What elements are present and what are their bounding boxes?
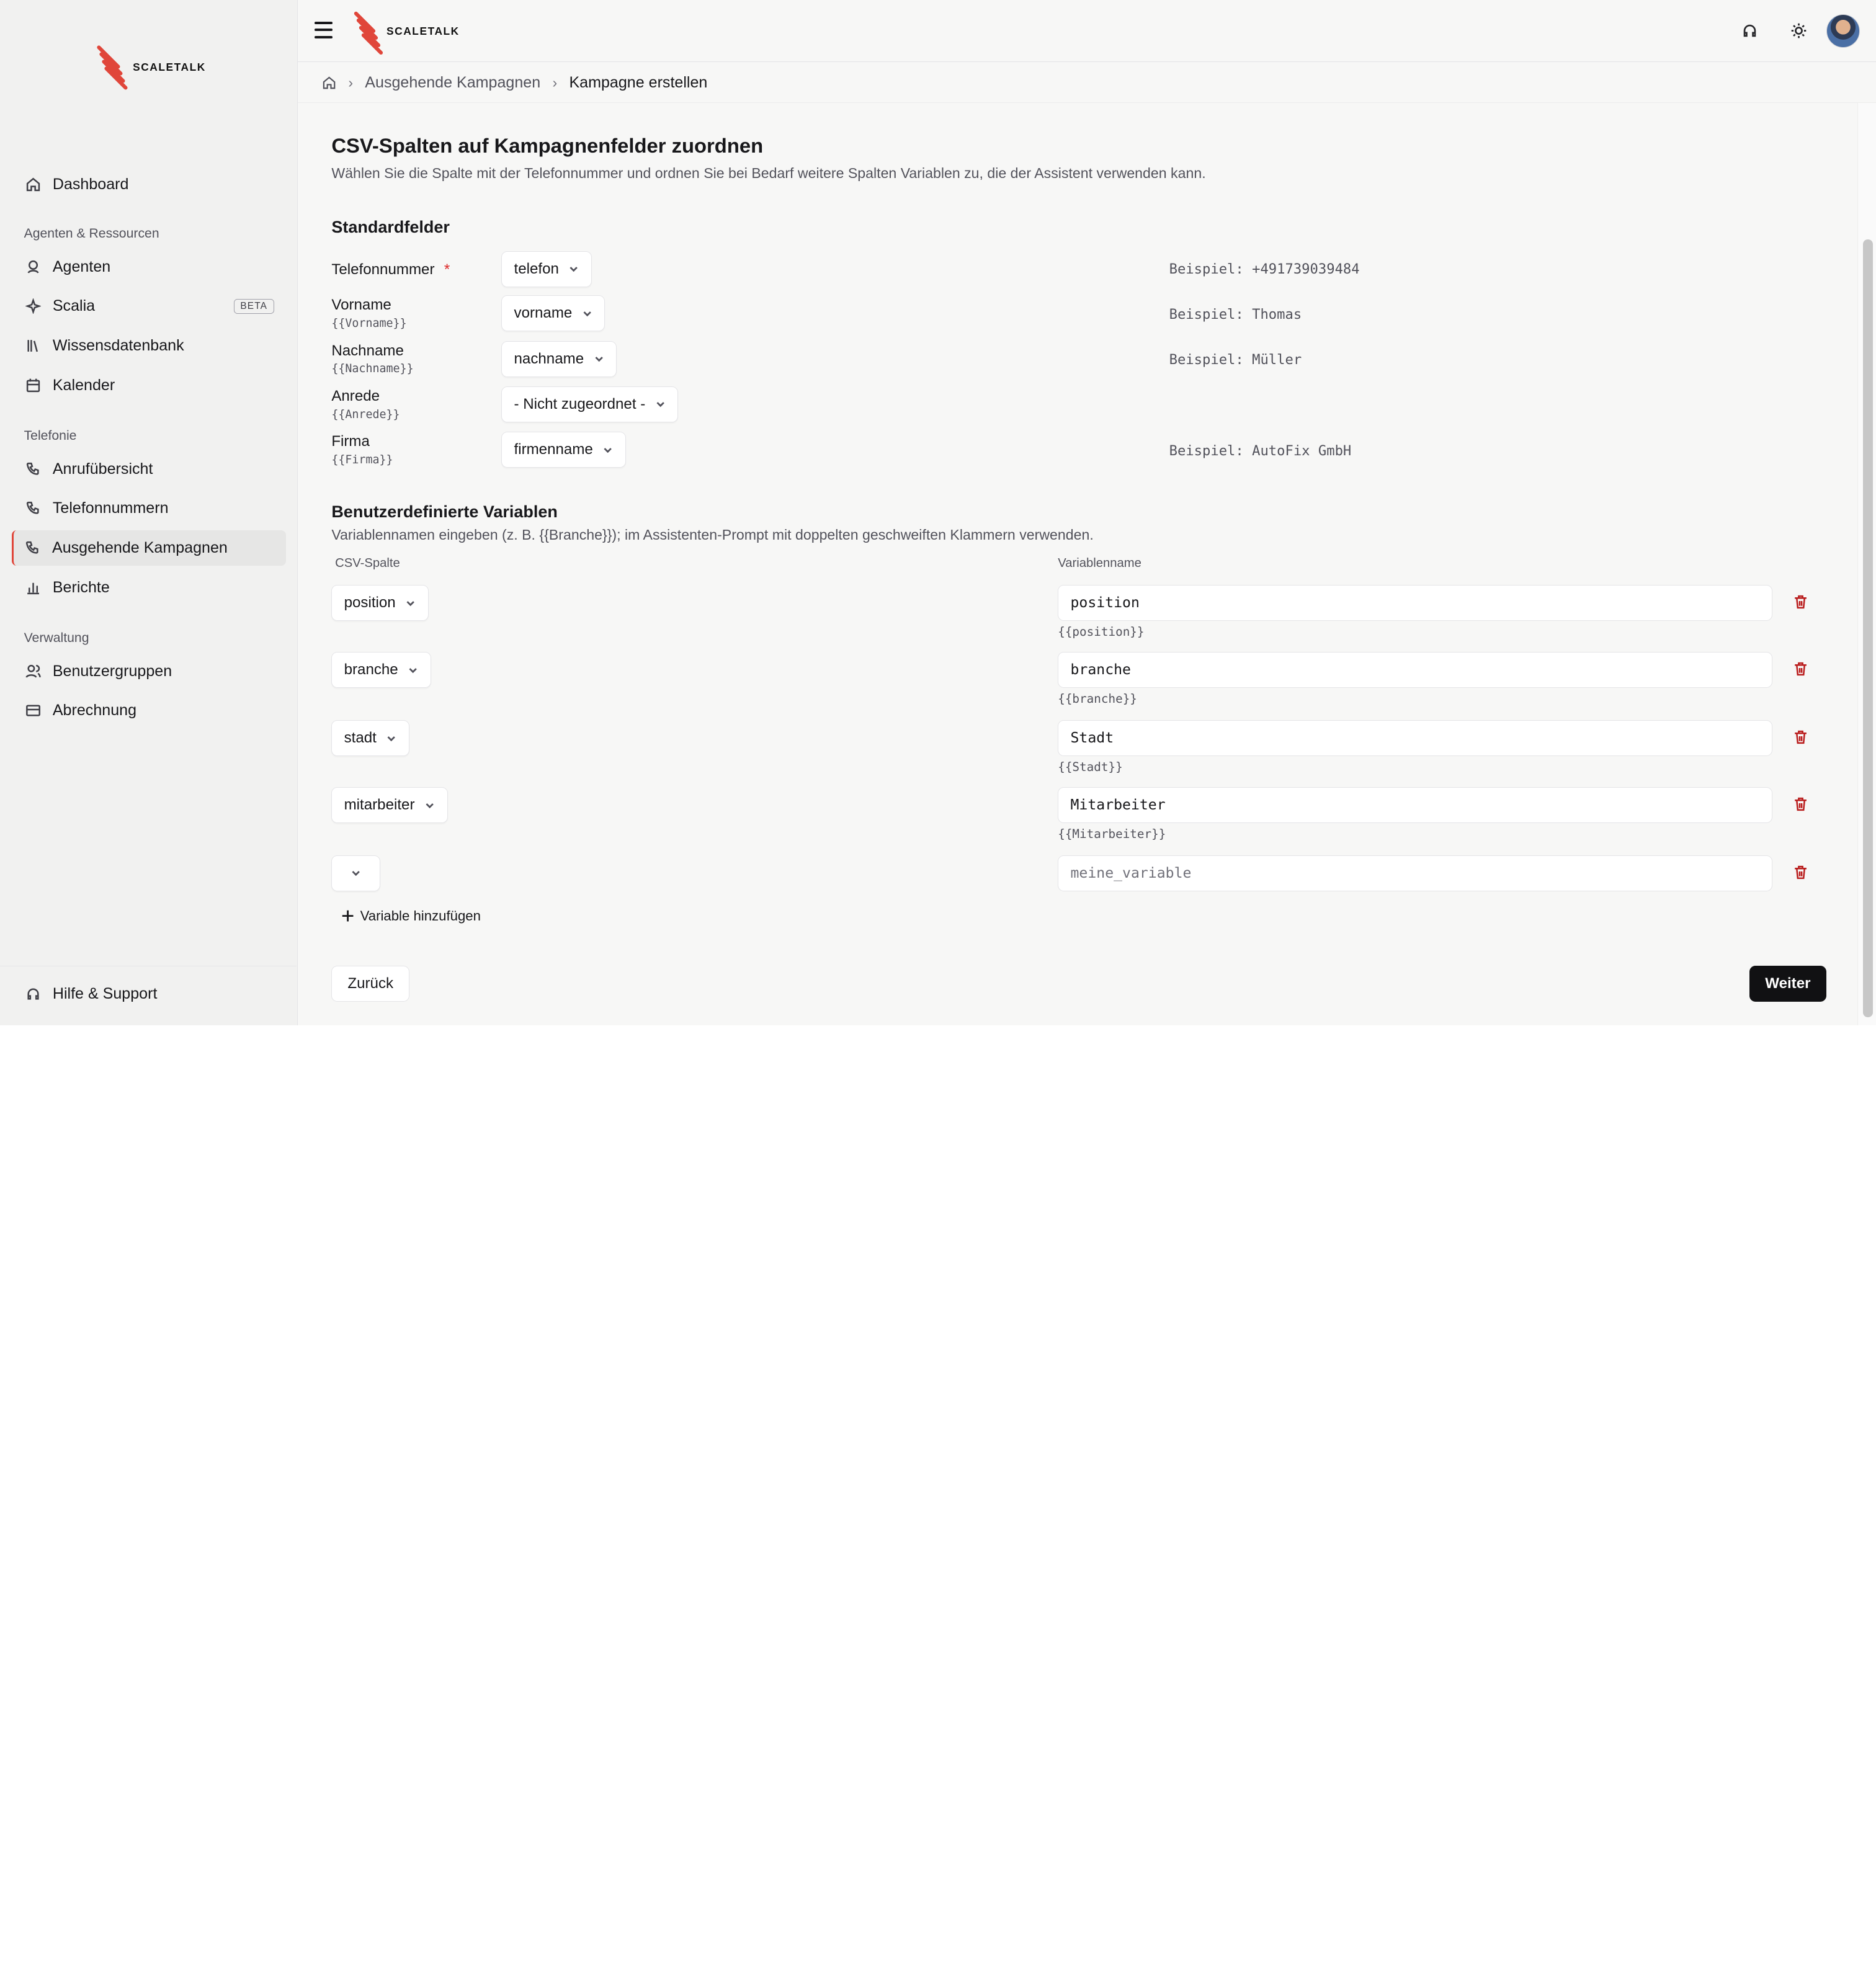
variable-hint: {{Mitarbeiter}}: [1058, 826, 1166, 841]
bar-chart-icon: [25, 580, 41, 595]
logo-mark: [98, 50, 127, 84]
add-variable-label: Variable hinzufügen: [360, 908, 481, 924]
field-label-company: [331, 433, 370, 450]
phone-incoming-icon: [25, 461, 41, 477]
sidebar-item-billing[interactable]: [12, 693, 286, 729]
breadcrumb: [298, 63, 1876, 103]
chevron-down-icon: [424, 800, 435, 811]
headset-icon[interactable]: [1741, 22, 1761, 41]
select-value: stadt: [344, 729, 377, 747]
sidebar-item-numbers[interactable]: [12, 491, 286, 527]
chevron-down-icon: [655, 399, 666, 409]
section-label-admin: Verwaltung: [24, 630, 89, 645]
logo-mark: [355, 16, 382, 47]
variable-hint: {{branche}}: [1058, 691, 1137, 706]
calendar-icon: [25, 378, 41, 393]
home-icon: [25, 177, 41, 192]
select-value: - Nicht zugeordnet -: [514, 395, 646, 412]
chevron-down-icon: [582, 308, 592, 319]
sidebar-item-label: Abrechnung: [52, 702, 137, 719]
back-button[interactable]: Zurück: [331, 966, 409, 1002]
select-value: mitarbeiter: [344, 796, 415, 814]
field-var-firstname: {{Vorname}}: [331, 317, 407, 331]
example-firstname: Beispiel: Thomas: [1169, 306, 1302, 323]
select-value: telefon: [514, 261, 559, 277]
trash-icon[interactable]: [1793, 863, 1810, 880]
field-label-salutation: [331, 388, 380, 405]
select-value: vorname: [514, 305, 573, 322]
sun-icon[interactable]: [1790, 22, 1810, 41]
example-lastname: Beispiel: Müller: [1169, 352, 1302, 368]
column-header-csv: CSV-Spalte: [335, 556, 400, 570]
trash-icon[interactable]: [1793, 592, 1810, 609]
avatar[interactable]: [1826, 14, 1860, 48]
chevron-right-icon: ›: [552, 74, 558, 91]
field-var-company: {{Firma}}: [331, 453, 393, 467]
topbar: [298, 0, 1876, 62]
library-icon: [25, 338, 41, 354]
add-variable-button[interactable]: [341, 908, 481, 924]
trash-icon[interactable]: [1793, 659, 1810, 676]
variable-hint: {{Stadt}}: [1058, 759, 1123, 774]
field-label-text: Firma: [331, 433, 370, 450]
field-label-text: Vorname: [331, 296, 391, 314]
example-company: Beispiel: AutoFix GmbH: [1169, 442, 1352, 459]
sidebar-logo[interactable]: [98, 50, 206, 84]
sidebar-item-label: Wissensdatenbank: [52, 336, 184, 354]
custom-column-select[interactable]: [331, 652, 431, 688]
scrollbar-thumb[interactable]: [1863, 239, 1872, 1017]
users-icon: [25, 664, 41, 679]
variable-name-input[interactable]: position: [1058, 585, 1772, 621]
breadcrumb-link-campaigns[interactable]: Ausgehende Kampagnen: [365, 74, 541, 92]
field-var-lastname: {{Nachname}}: [331, 362, 414, 376]
field-var-salutation: {{Anrede}}: [331, 408, 400, 421]
sidebar-item-campaigns[interactable]: [12, 530, 286, 566]
phone-outgoing-icon: [25, 540, 40, 556]
content: [298, 103, 1857, 1025]
sidebar-item-label: Ausgehende Kampagnen: [51, 538, 228, 556]
sidebar-item-label: Berichte: [52, 578, 110, 596]
field-label-text: Nachname: [331, 342, 404, 359]
trash-icon[interactable]: [1793, 728, 1810, 744]
phone-column-select[interactable]: [501, 251, 592, 287]
home-icon[interactable]: [322, 76, 336, 90]
chevron-right-icon: ›: [348, 74, 354, 91]
sidebar-item-label: Anrufübersicht: [52, 460, 153, 478]
custom-column-select[interactable]: [331, 855, 380, 891]
sidebar-item-label: Benutzergruppen: [52, 662, 172, 680]
next-button[interactable]: Weiter: [1749, 966, 1826, 1002]
topbar-logo[interactable]: [355, 16, 460, 47]
sidebar-item-label: Scalia: [52, 297, 96, 315]
lastname-column-select[interactable]: [501, 341, 617, 377]
sidebar-item-label: Telefonnummern: [52, 499, 169, 517]
phone-icon: [25, 501, 41, 516]
beta-badge: BETA: [234, 299, 274, 314]
variable-hint: {{position}}: [1058, 624, 1145, 639]
headset-icon: [25, 986, 41, 1002]
credit-card-icon: [25, 703, 41, 718]
section-label-agents: Agenten & Ressourcen: [24, 226, 159, 241]
sidebar-item-scalia[interactable]: [12, 288, 286, 324]
sidebar-item-help[interactable]: [12, 976, 286, 1012]
required-marker: *: [444, 261, 450, 278]
select-value: branche: [344, 661, 398, 679]
custom-variables-description: Variablennamen eingeben (z. B. {{Branche}}); im Assistenten-Prompt mit doppelten geschweiften Klammern verwenden.: [331, 526, 1094, 543]
chevron-down-icon: [594, 354, 604, 364]
chevron-down-icon: [351, 868, 361, 878]
custom-column-select[interactable]: [331, 585, 428, 621]
chevron-down-icon: [602, 445, 613, 455]
custom-variables-heading: Benutzerdefinierte Variablen: [331, 502, 558, 522]
standard-fields-heading: Standardfelder: [331, 218, 450, 237]
custom-column-select[interactable]: [331, 787, 447, 823]
field-label-lastname: [331, 342, 404, 360]
chevron-down-icon: [386, 733, 396, 744]
field-label-text: Telefonnummer: [331, 261, 435, 278]
select-value: position: [344, 594, 396, 612]
chevron-down-icon: [568, 264, 579, 274]
page-subtitle: Wählen Sie die Spalte mit der Telefonnummer und ordnen Sie bei Bedarf weitere Spalten Variablen zu, die der Assistent verwenden kann.: [331, 165, 1206, 182]
company-column-select[interactable]: [501, 432, 626, 468]
variable-name-input[interactable]: Stadt: [1058, 720, 1772, 756]
select-value: firmenname: [514, 441, 593, 458]
chevron-down-icon: [405, 598, 416, 608]
plus-icon: [341, 909, 354, 922]
sidebar-item-knowledge[interactable]: [12, 328, 286, 364]
sidebar-item-label: Hilfe & Support: [52, 985, 158, 1003]
page-title: CSV-Spalten auf Kampagnenfelder zuordnen: [331, 134, 764, 158]
sidebar-item-label: Dashboard: [52, 175, 129, 193]
select-value: nachname: [514, 350, 584, 367]
bot-icon: [25, 259, 41, 275]
variable-name-input[interactable]: meine_variable: [1058, 855, 1772, 891]
logo-text: SCALETALK: [386, 24, 460, 37]
sidebar-item-calendar[interactable]: [12, 367, 286, 403]
salutation-column-select[interactable]: [501, 386, 678, 422]
sidebar-item-reports[interactable]: [12, 569, 286, 605]
firstname-column-select[interactable]: [501, 295, 605, 331]
sidebar-item-dashboard[interactable]: [12, 166, 286, 202]
column-header-variable: Variablenname: [1058, 556, 1141, 570]
sidebar-item-label: Kalender: [52, 376, 115, 394]
field-label-firstname: [331, 296, 391, 314]
sidebar-item-calls[interactable]: [12, 451, 286, 487]
variable-name-input[interactable]: branche: [1058, 652, 1772, 688]
section-label-phone: Telefonie: [24, 428, 77, 443]
main-area: [298, 0, 1876, 1025]
logo-text: SCALETALK: [133, 60, 206, 73]
example-phone: Beispiel: +491739039484: [1169, 261, 1360, 277]
sparkles-icon: [25, 298, 41, 314]
variable-name-input[interactable]: Mitarbeiter: [1058, 787, 1772, 823]
field-label-phone: [331, 261, 450, 278]
breadcrumb-current: Kampagne erstellen: [569, 74, 708, 92]
sidebar: [0, 0, 298, 1025]
field-label-text: Anrede: [331, 387, 380, 404]
custom-column-select[interactable]: [331, 720, 409, 756]
menu-icon[interactable]: [315, 22, 333, 38]
sidebar-item-agents[interactable]: [12, 249, 286, 285]
chevron-down-icon: [408, 665, 418, 675]
trash-icon[interactable]: [1793, 795, 1810, 811]
sidebar-item-groups[interactable]: [12, 653, 286, 689]
sidebar-item-label: Agenten: [52, 257, 111, 275]
